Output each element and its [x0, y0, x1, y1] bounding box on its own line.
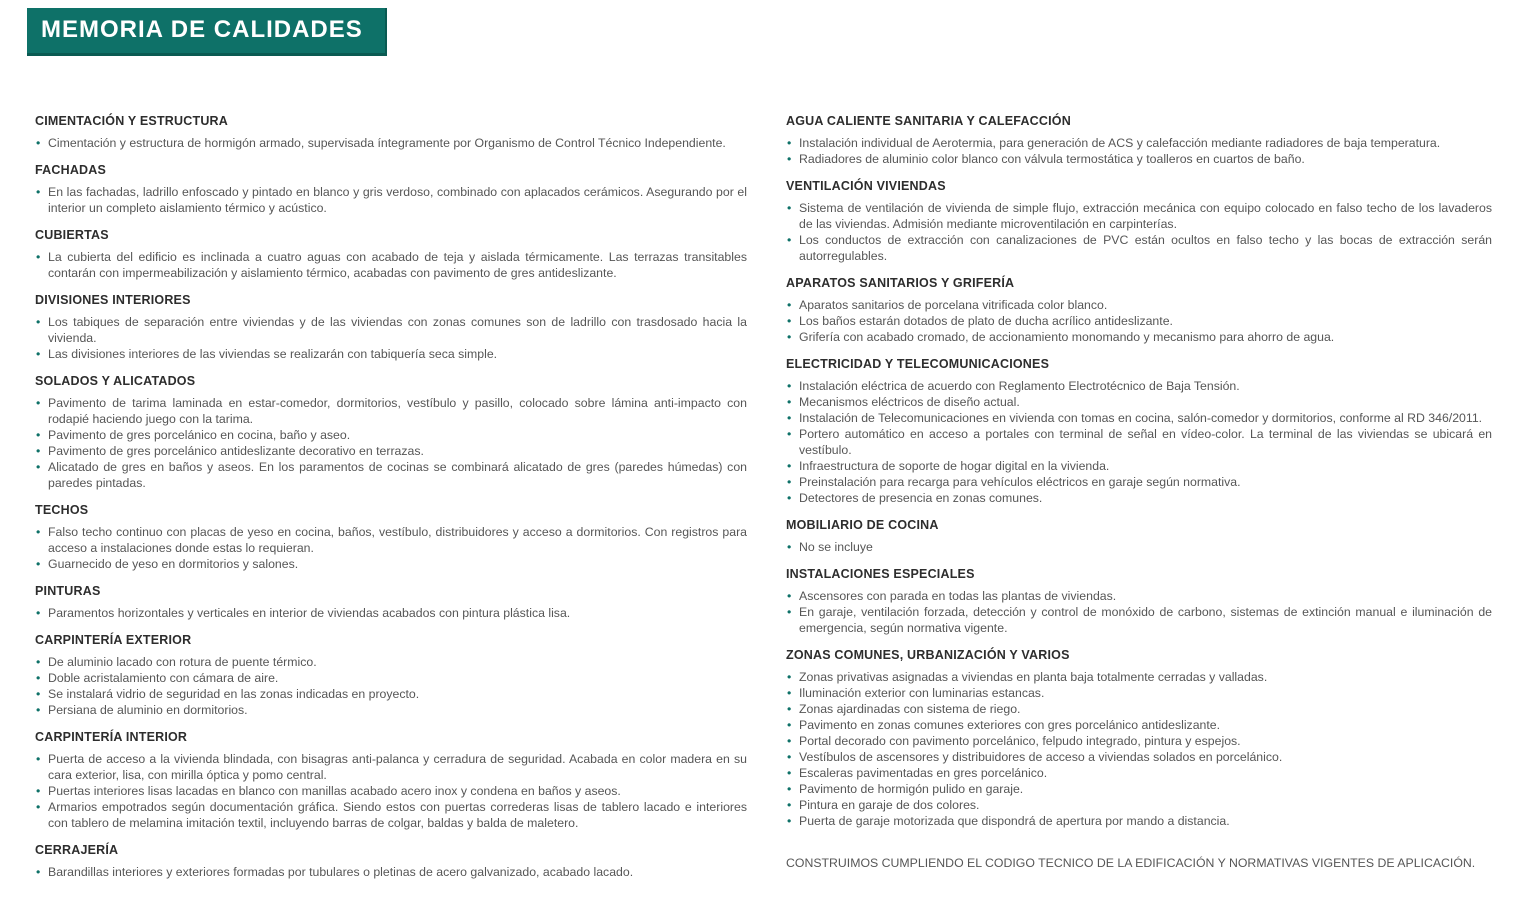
spec-section: [786, 647, 1492, 829]
bullet-item: • Radiadores de aluminio color blanco con válvula termostática y toalleros en cuartos de baño.: [799, 151, 1492, 167]
bullet-item: • Detectores de presencia en zonas comunes.: [799, 490, 1492, 506]
right-column: [786, 113, 1492, 871]
bullet-item: • Pintura en garaje de dos colores.: [799, 797, 1492, 813]
spec-section: [35, 632, 747, 718]
section-heading: APARATOS SANITARIOS Y GRIFERÍA: [786, 276, 1015, 290]
section-heading: MOBILIARIO DE COCINA: [786, 518, 939, 532]
bullet-item: • Pavimento de hormigón pulido en garaje.: [799, 781, 1492, 797]
bullet-item: • Los conductos de extracción con canalizaciones de PVC están ocultos en falso techo y las bocas de extracción serán autorregulables.: [799, 232, 1492, 264]
section-bullet-list: [48, 605, 747, 621]
document-title-banner: [27, 8, 387, 56]
section-bullet-list: [48, 395, 747, 491]
bullet-item: • Persiana de aluminio en dormitorios.: [48, 702, 747, 718]
section-bullet-list: [48, 135, 747, 151]
bullet-item: • Ascensores con parada en todas las plantas de viviendas.: [799, 588, 1492, 604]
bullet-item: • Preinstalación para recarga para vehículos eléctricos en garaje según normativa.: [799, 474, 1492, 490]
section-heading: VENTILACIÓN VIVIENDAS: [786, 179, 946, 193]
section-heading: ZONAS COMUNES, URBANIZACIÓN Y VARIOS: [786, 648, 1070, 662]
bullet-item: • En garaje, ventilación forzada, detección y control de monóxido de carbono, sistemas de extinción manual e iluminación de emergencia, según normativa vigente.: [799, 604, 1492, 636]
bullet-item: • Grifería con acabado cromado, de accionamiento monomando y mecanismo para ahorro de agua.: [799, 329, 1492, 345]
section-heading: FACHADAS: [35, 163, 107, 177]
left-column: [35, 113, 747, 891]
section-bullet-list: [799, 378, 1492, 506]
section-heading: PINTURAS: [35, 584, 101, 598]
section-bullet-list: [799, 297, 1492, 345]
bullet-item: • Pavimento de gres porcelánico antideslizante decorativo en terrazas.: [48, 443, 747, 459]
spec-section: [786, 178, 1492, 264]
spec-section: [35, 842, 747, 880]
bullet-item: • Los tabiques de separación entre viviendas y de las viviendas con zonas comunes son de ladrillo con trasdosado hacia la vivienda.: [48, 314, 747, 346]
bullet-item: • Zonas privativas asignadas a viviendas en planta baja totalmente cerradas y valladas.: [799, 669, 1492, 685]
spec-section: [786, 517, 1492, 555]
bullet-item: • Pavimento de tarima laminada en estar-comedor, dormitorios, vestíbulo y pasillo, colocado sobre lámina anti-impacto con rodapié haciendo juego con la tarima.: [48, 395, 747, 427]
bullet-item: • Falso techo continuo con placas de yeso en cocina, baños, vestíbulo, distribuidores y acceso a dormitorios. Con registros para acceso a instalaciones donde estas lo requieran.: [48, 524, 747, 556]
section-bullet-list: [799, 588, 1492, 636]
spec-section: [35, 113, 747, 151]
bullet-item: • Barandillas interiores y exteriores formadas por tubulares o pletinas de acero galvanizado, acabado lacado.: [48, 864, 747, 880]
section-bullet-list: [799, 669, 1492, 829]
section-bullet-list: [48, 524, 747, 572]
bullet-item: • En las fachadas, ladrillo enfoscado y pintado en blanco y gris verdoso, combinado con aplacados cerámicos. Asegurando por el interior un completo aislamiento térmico y acústico.: [48, 184, 747, 216]
bullet-item: • La cubierta del edificio es inclinada a cuatro aguas con acabado de teja y aislada térmicamente. Las terrazas transitables contarán con impermeabilización y aislamiento térmico, acabadas con pavimento de gres antideslizante.: [48, 249, 747, 281]
bullet-item: • Los baños estarán dotados de plato de ducha acrílico antideslizante.: [799, 313, 1492, 329]
section-bullet-list: [48, 184, 747, 216]
bullet-item: • Cimentación y estructura de hormigón armado, supervisada íntegramente por Organismo de Control Técnico Independiente.: [48, 135, 747, 151]
spec-section: [35, 729, 747, 831]
bullet-item: • Portero automático en acceso a portales con terminal de señal en vídeo-color. La terminal de las viviendas se ubicará en vestíbulo.: [799, 426, 1492, 458]
section-heading: AGUA CALIENTE SANITARIA Y CALEFACCIÓN: [786, 114, 1071, 128]
bullet-item: • Puerta de acceso a la vivienda blindada, con bisagras anti-palanca y cerradura de seguridad. Acabada en color madera en su cara exterior, lisa, con mirilla óptica y pomo central.: [48, 751, 747, 783]
spec-section: [35, 502, 747, 572]
bullet-item: • Iluminación exterior con luminarias estancas.: [799, 685, 1492, 701]
section-bullet-list: [48, 314, 747, 362]
spec-section: [35, 583, 747, 621]
section-bullet-list: [48, 864, 747, 880]
bullet-item: • Alicatado de gres en baños y aseos. En los paramentos de cocinas se combinará alicatado de gres (paredes húmedas) con paredes pintadas.: [48, 459, 747, 491]
spec-section: [786, 566, 1492, 636]
section-heading: CARPINTERÍA EXTERIOR: [35, 633, 192, 647]
bullet-item: • Instalación de Telecomunicaciones en vivienda con tomas en cocina, salón-comedor y dormitorios, conforme al RD 346/2011.: [799, 410, 1492, 426]
spec-section: [35, 373, 747, 491]
spec-section: [35, 227, 747, 281]
bullet-item: • Guarnecido de yeso en dormitorios y salones.: [48, 556, 747, 572]
bullet-item: • Pavimento en zonas comunes exteriores con gres porcelánico antideslizante.: [799, 717, 1492, 733]
bullet-item: • Infraestructura de soporte de hogar digital en la vivienda.: [799, 458, 1492, 474]
bullet-item: • De aluminio lacado con rotura de puente térmico.: [48, 654, 747, 670]
section-bullet-list: [48, 654, 747, 718]
section-heading: INSTALACIONES ESPECIALES: [786, 567, 975, 581]
bullet-item: • Escaleras pavimentadas en gres porcelánico.: [799, 765, 1492, 781]
section-heading: CARPINTERÍA INTERIOR: [35, 730, 188, 744]
page-title: MEMORIA DE CALIDADES: [41, 16, 363, 43]
bullet-item: • Pavimento de gres porcelánico en cocina, baño y aseo.: [48, 427, 747, 443]
section-heading: DIVISIONES INTERIORES: [35, 293, 191, 307]
spec-section: [786, 113, 1492, 167]
spec-section: [786, 356, 1492, 506]
bullet-item: • Se instalará vidrio de seguridad en las zonas indicadas en proyecto.: [48, 686, 747, 702]
bullet-item: • Paramentos horizontales y verticales en interior de viviendas acabados con pintura plástica lisa.: [48, 605, 747, 621]
bullet-item: • Vestíbulos de ascensores y distribuidores de acceso a viviendas solados en porcelánico.: [799, 749, 1492, 765]
bullet-item: • Zonas ajardinadas con sistema de riego.: [799, 701, 1492, 717]
section-heading: SOLADOS Y ALICATADOS: [35, 374, 196, 388]
spec-section: [35, 292, 747, 362]
bullet-item: • No se incluye: [799, 539, 1492, 555]
section-bullet-list: [48, 249, 747, 281]
section-bullet-list: [48, 751, 747, 831]
spec-section: [786, 275, 1492, 345]
bullet-item: • Doble acristalamiento con cámara de aire.: [48, 670, 747, 686]
bullet-item: • Mecanismos eléctricos de diseño actual.: [799, 394, 1492, 410]
bullet-item: • Armarios empotrados según documentación gráfica. Siendo estos con puertas correderas lisas de tablero lacado e interiores con tablero de melamina imitación textil, incluyendo barras de colgar, baldas y balda de maletero.: [48, 799, 747, 831]
bullet-item: • Aparatos sanitarios de porcelana vitrificada color blanco.: [799, 297, 1492, 313]
section-heading: CUBIERTAS: [35, 228, 109, 242]
bullet-item: • Portal decorado con pavimento porcelánico, felpudo integrado, pintura y espejos.: [799, 733, 1492, 749]
bullet-item: • Puertas interiores lisas lacadas en blanco con manillas acabado acero inox y condena en baños y aseos.: [48, 783, 747, 799]
bullet-item: • Puerta de garaje motorizada que dispondrá de apertura por mando a distancia.: [799, 813, 1492, 829]
section-bullet-list: [799, 539, 1492, 555]
section-heading: TECHOS: [35, 503, 89, 517]
bullet-item: • Instalación eléctrica de acuerdo con Reglamento Electrotécnico de Baja Tensión.: [799, 378, 1492, 394]
spec-section: [35, 162, 747, 216]
section-heading: CERRAJERÍA: [35, 843, 119, 857]
section-heading: CIMENTACIÓN Y ESTRUCTURA: [35, 114, 229, 128]
section-bullet-list: [799, 135, 1492, 167]
section-bullet-list: [799, 200, 1492, 264]
bullet-item: • Instalación individual de Aerotermia, para generación de ACS y calefacción mediante radiadores de baja temperatura.: [799, 135, 1492, 151]
bullet-item: • Sistema de ventilación de vivienda de simple flujo, extracción mecánica con equipo colocado en falso techo de los lavaderos de las viviendas. Admisión mediante microventilación en carpinterías.: [799, 200, 1492, 232]
compliance-footer-note: CONSTRUIMOS CUMPLIENDO EL CODIGO TECNICO DE LA EDIFICACIÓN Y NORMATIVAS VIGENTES DE APLICACIÓN.: [786, 856, 1476, 870]
bullet-item: • Las divisiones interiores de las viviendas se realizarán con tabiquería seca simple.: [48, 346, 747, 362]
section-heading: ELECTRICIDAD Y TELECOMUNICACIONES: [786, 357, 1050, 371]
